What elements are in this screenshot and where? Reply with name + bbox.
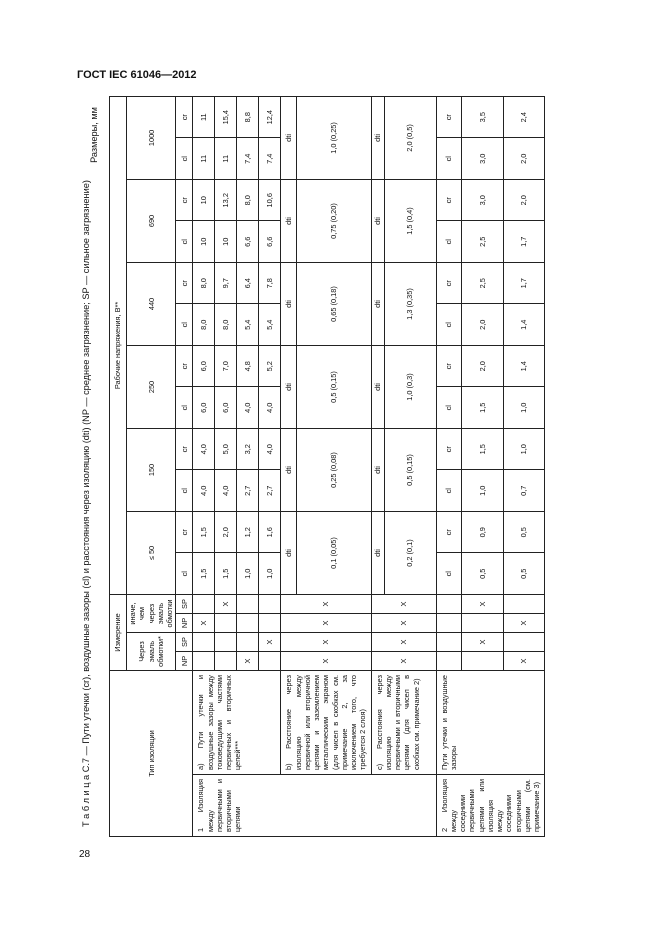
cl-value: 7,4 [259, 138, 281, 180]
dti-label: dti [281, 263, 297, 346]
cl-header: cl [436, 387, 461, 429]
cr-header: cr [436, 96, 461, 138]
measure-mark [461, 614, 503, 633]
voltage-header: 690 [127, 180, 176, 263]
measure-mark: X [461, 595, 503, 614]
cr-value: 2,5 [461, 263, 503, 305]
cr-value: 6,0 [193, 346, 215, 388]
dti-value: 0,2 (0,1) [384, 512, 436, 595]
cr-value: 9,7 [215, 263, 237, 305]
cl-value: 6,0 [215, 387, 237, 429]
cr-header: cr [176, 512, 193, 554]
measure-spacer [436, 652, 461, 671]
cr-header: cr [176, 180, 193, 222]
dti-value: 0,1 (0,05) [296, 512, 371, 595]
cl-header: cl [436, 138, 461, 180]
cr-value: 0,9 [461, 512, 503, 554]
cl-header: cl [176, 470, 193, 512]
cr-header: cr [436, 429, 461, 471]
rotated-table-container [109, 97, 584, 837]
cr-value: 12,4 [259, 96, 281, 138]
cr-header: cr [176, 263, 193, 305]
dti-label: dti [281, 512, 297, 595]
voltage-header: 440 [127, 263, 176, 346]
cr-header: cr [436, 512, 461, 554]
measure-mark: X [193, 614, 215, 633]
sp-header: SP [176, 633, 193, 652]
cl-value: 11 [215, 138, 237, 180]
dti-label: dti [281, 429, 297, 512]
np-header: NP [176, 652, 193, 671]
measure-mark: X [461, 633, 503, 652]
cl-value: 7,4 [237, 138, 259, 180]
dti-label: dti [371, 180, 384, 263]
measure-mark: X [281, 614, 371, 633]
group1-label: 1 Изоляция между первичными и вторичными цепями [193, 775, 436, 837]
dti-value: 2,0 (0,5) [384, 96, 436, 179]
dti-label: dti [371, 96, 384, 179]
group2-desc: Пути утечки и воздушные зазоры [436, 671, 545, 775]
cl-value: 2,7 [259, 470, 281, 512]
col-head-type: Тип изоляции [110, 671, 193, 837]
measure-mark [237, 614, 259, 633]
cr-value: 2,0 [215, 512, 237, 554]
dti-label: dti [371, 263, 384, 346]
table-caption-block [80, 107, 98, 827]
cr-value: 4,8 [237, 346, 259, 388]
measure-mark: X [281, 633, 371, 652]
cr-value: 10 [193, 180, 215, 222]
subsection-a-desc: а) Пути утечки и воздушные зазоры между токоведущими частями первичных и вторичных цепей*** [193, 671, 281, 775]
cl-value: 2,0 [503, 138, 545, 180]
dti-label: dti [281, 180, 297, 263]
cl-value: 1,4 [503, 304, 545, 346]
cl-header: cl [436, 304, 461, 346]
measure-mark [503, 595, 545, 614]
cl-value: 4,0 [215, 470, 237, 512]
cl-header: cl [176, 221, 193, 263]
cr-value: 11 [193, 96, 215, 138]
cl-value: 1,0 [237, 553, 259, 595]
cl-value: 10 [215, 221, 237, 263]
measure-spacer [436, 614, 461, 633]
measure-mark: X [371, 595, 436, 614]
cl-header: cl [176, 387, 193, 429]
cl-value: 11 [193, 138, 215, 180]
cr-value: 7,0 [215, 346, 237, 388]
cl-value: 3,0 [461, 138, 503, 180]
cr-value: 3,0 [461, 180, 503, 222]
table-row [193, 96, 215, 836]
np-header: NP [176, 614, 193, 633]
cr-value: 3,5 [461, 96, 503, 138]
dti-value: 0,5 (0,15) [296, 346, 371, 429]
dti-value: 0,65 (0,18) [296, 263, 371, 346]
dti-value: 0,25 (0,08) [296, 429, 371, 512]
cr-value: 1,5 [461, 429, 503, 471]
cl-header: cl [176, 138, 193, 180]
measure-mark [215, 614, 237, 633]
cl-header: cl [436, 553, 461, 595]
measure-mark: X [259, 633, 281, 652]
cr-value: 1,2 [237, 512, 259, 554]
cl-value: 2,0 [461, 304, 503, 346]
measure-mark [503, 633, 545, 652]
cr-value: 0,5 [503, 512, 545, 554]
dti-value: 1,0 (0,25) [296, 96, 371, 179]
voltage-header: ≤ 50 [127, 512, 176, 595]
cr-value: 15,4 [215, 96, 237, 138]
table-body [193, 96, 545, 836]
dti-value: 0,5 (0,15) [384, 429, 436, 512]
cr-value: 2,0 [503, 180, 545, 222]
measure-mark [259, 652, 281, 671]
col-head-other: иначе, чем через эмаль обмотки [127, 595, 176, 633]
measure-mark: X [237, 652, 259, 671]
measure-mark [193, 633, 215, 652]
cr-value: 1,0 [503, 429, 545, 471]
cr-header: cr [436, 180, 461, 222]
table-row [371, 96, 384, 836]
measure-mark: X [503, 652, 545, 671]
measure-mark [237, 595, 259, 614]
cr-value: 5,0 [215, 429, 237, 471]
measure-mark [237, 633, 259, 652]
cl-value: 1,0 [259, 553, 281, 595]
cl-value: 5,4 [259, 304, 281, 346]
measure-mark: X [503, 614, 545, 633]
cl-value: 6,0 [193, 387, 215, 429]
cr-header: cr [176, 429, 193, 471]
dti-value: 1,3 (0,35) [384, 263, 436, 346]
measure-mark: X [371, 614, 436, 633]
cl-value: 1,5 [193, 553, 215, 595]
cr-header: cr [176, 96, 193, 138]
voltage-header: 150 [127, 429, 176, 512]
dti-value: 1,0 (0,3) [384, 346, 436, 429]
cr-value: 10,6 [259, 180, 281, 222]
col-head-voltage: Рабочие напряжения, В** [110, 96, 127, 594]
measure-mark [259, 614, 281, 633]
table-row [436, 96, 461, 836]
measure-mark: X [371, 633, 436, 652]
cl-value: 6,6 [259, 221, 281, 263]
cl-value: 4,0 [259, 387, 281, 429]
cl-value: 1,0 [503, 387, 545, 429]
cr-value: 13,2 [215, 180, 237, 222]
cl-value: 0,5 [461, 553, 503, 595]
cr-header: cr [436, 263, 461, 305]
cl-value: 0,7 [503, 470, 545, 512]
cr-value: 4,0 [193, 429, 215, 471]
cl-value: 4,0 [237, 387, 259, 429]
cl-value: 8,0 [193, 304, 215, 346]
units-label: Размеры, мм [89, 107, 99, 163]
cr-value: 5,2 [259, 346, 281, 388]
cl-header: cl [176, 304, 193, 346]
cr-value: 1,4 [503, 346, 545, 388]
cl-value: 5,4 [237, 304, 259, 346]
cr-value: 8,8 [237, 96, 259, 138]
cl-value: 2,7 [237, 470, 259, 512]
measure-mark [215, 633, 237, 652]
col-head-measure: Измерение [110, 595, 127, 671]
measure-mark [193, 595, 215, 614]
cl-value: 8,0 [215, 304, 237, 346]
group2-label: 2 Изоляция между соседними первичными цепями или изоляция между соседними вторичными цепями (см. примечание 3) [436, 775, 545, 837]
cr-value: 7,8 [259, 263, 281, 305]
dti-label: dti [281, 96, 297, 179]
cl-value: 1,5 [215, 553, 237, 595]
dti-label: dti [371, 429, 384, 512]
cr-value: 8,0 [237, 180, 259, 222]
cl-value: 2,5 [461, 221, 503, 263]
cl-value: 0,5 [503, 553, 545, 595]
measure-mark: X [371, 652, 436, 671]
cl-value: 10 [193, 221, 215, 263]
cl-header: cl [436, 221, 461, 263]
table-caption: Т а б л и ц а С.7 — Пути утечки (cr), воздушные зазоры (cl) и расстояния через изоляцию (dti) (NP — среднее загрязнение; SP — сильное загрязнение) [81, 180, 91, 827]
measure-mark: X [281, 652, 371, 671]
cr-header: cr [436, 346, 461, 388]
cr-header: cr [176, 346, 193, 388]
cl-value: 4,0 [193, 470, 215, 512]
measure-mark [259, 595, 281, 614]
sp-header: SP [176, 595, 193, 614]
dti-label: dti [371, 346, 384, 429]
subsection-b-desc: b) Расстояние через изоляцию между первичной или вторичной цепями и заземлением металлическим экраном (для чисел в скобках см. примечание 2, за исключением того, что требуется 2 слоя) [281, 671, 371, 775]
subsection-c-desc: с) Расстояния через изоляцию между первичными и вторичными цепями (для чисел в скобках см. примечание 2) [371, 671, 436, 775]
cl-header: cl [176, 553, 193, 595]
measure-mark [193, 652, 215, 671]
dti-label: dti [281, 346, 297, 429]
cr-value: 6,4 [237, 263, 259, 305]
table-head [110, 96, 193, 836]
document-header: ГОСТ IEC 61046—2012 [77, 69, 197, 81]
cl-value: 1,5 [461, 387, 503, 429]
cl-value: 1,0 [461, 470, 503, 512]
cr-value: 2,4 [503, 96, 545, 138]
col-head-through-enamel: Через эмаль обмотки* [127, 633, 176, 671]
measure-mark [215, 652, 237, 671]
voltage-header: 1000 [127, 96, 176, 179]
measure-mark: X [215, 595, 237, 614]
spacing-table [109, 96, 545, 837]
cr-value: 3,2 [237, 429, 259, 471]
measure-spacer [436, 633, 461, 652]
dti-value: 1,5 (0,4) [384, 180, 436, 263]
cr-value: 2,0 [461, 346, 503, 388]
voltage-header: 250 [127, 346, 176, 429]
table-row [281, 96, 297, 836]
cl-value: 1,7 [503, 221, 545, 263]
dti-label: dti [371, 512, 384, 595]
cr-value: 1,5 [193, 512, 215, 554]
measure-spacer [436, 595, 461, 614]
measure-mark: X [281, 595, 371, 614]
cr-value: 1,7 [503, 263, 545, 305]
cl-value: 6,6 [237, 221, 259, 263]
dti-value: 0,75 (0,20) [296, 180, 371, 263]
cl-header: cl [436, 470, 461, 512]
cr-value: 8,0 [193, 263, 215, 305]
measure-mark [461, 652, 503, 671]
cr-value: 4,0 [259, 429, 281, 471]
cr-value: 1,6 [259, 512, 281, 554]
page-number: 28 [79, 849, 91, 860]
